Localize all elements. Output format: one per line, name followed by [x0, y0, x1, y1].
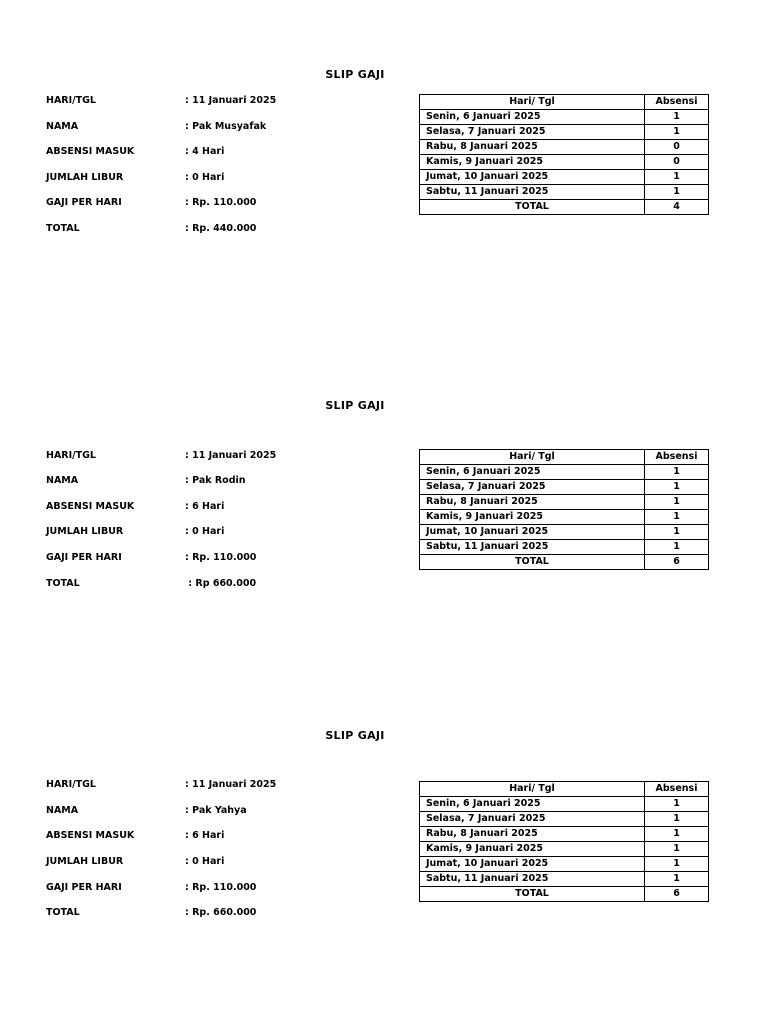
header-day: Hari/ Tgl [420, 95, 645, 110]
field-value-name: : Pak Yahya [185, 805, 247, 816]
row-day: Selasa, 7 Januari 2025 [420, 480, 645, 495]
field-value-total: : Rp. 440.000 [185, 223, 257, 234]
field-label-total: TOTAL [46, 578, 80, 589]
field-label-attendance: ABSENSI MASUK [46, 146, 135, 157]
row-value: 1 [645, 525, 709, 540]
attendance-table [419, 94, 709, 215]
row-value: 1 [645, 495, 709, 510]
field-label-daily-wage: GAJI PER HARI [46, 882, 122, 893]
field-label-daily-wage: GAJI PER HARI [46, 197, 122, 208]
field-label-total: TOTAL [46, 907, 80, 918]
header-day: Hari/ Tgl [420, 450, 645, 465]
table-row [420, 525, 709, 540]
row-value: 1 [645, 170, 709, 185]
row-day: Rabu, 8 Januari 2025 [420, 827, 645, 842]
row-day: Kamis, 9 Januari 2025 [420, 842, 645, 857]
row-value: 1 [645, 827, 709, 842]
row-value: 1 [645, 812, 709, 827]
table-row [420, 170, 709, 185]
field-value-daily-wage: : Rp. 110.000 [185, 552, 257, 563]
row-day: Jumat, 10 Januari 2025 [420, 857, 645, 872]
slip-title: SLIP GAJI [325, 68, 385, 81]
slip-title: SLIP GAJI [325, 399, 385, 412]
row-value: 1 [645, 480, 709, 495]
table-total-row [420, 887, 709, 902]
field-value-holidays: : 0 Hari [185, 856, 225, 867]
field-value-date: : 11 Januari 2025 [185, 95, 277, 106]
row-day: Senin, 6 Januari 2025 [420, 110, 645, 125]
field-value-date: : 11 Januari 2025 [185, 779, 277, 790]
table-header-row [420, 782, 709, 797]
field-label-name: NAMA [46, 805, 79, 816]
field-value-total: : Rp. 660.000 [185, 907, 257, 918]
table-row [420, 797, 709, 812]
table-row [420, 872, 709, 887]
row-value: 1 [645, 797, 709, 812]
field-label-attendance: ABSENSI MASUK [46, 830, 135, 841]
header-attendance: Absensi [645, 95, 709, 110]
row-value: 0 [645, 155, 709, 170]
attendance-table [419, 781, 709, 902]
row-value: 1 [645, 510, 709, 525]
header-attendance: Absensi [645, 450, 709, 465]
field-label-daily-wage: GAJI PER HARI [46, 552, 122, 563]
field-value-date: : 11 Januari 2025 [185, 450, 277, 461]
header-day: Hari/ Tgl [420, 782, 645, 797]
row-day: Selasa, 7 Januari 2025 [420, 125, 645, 140]
table-header-row [420, 95, 709, 110]
field-label-name: NAMA [46, 121, 79, 132]
row-day: Sabtu, 11 Januari 2025 [420, 872, 645, 887]
field-value-total: : Rp 660.000 [185, 578, 257, 589]
field-label-holidays: JUMLAH LIBUR [46, 526, 124, 537]
table-row [420, 842, 709, 857]
row-value: 0 [645, 140, 709, 155]
field-label-holidays: JUMLAH LIBUR [46, 172, 124, 183]
row-value: 1 [645, 842, 709, 857]
table-total-row [420, 555, 709, 570]
total-label: TOTAL [420, 887, 645, 902]
table-row [420, 110, 709, 125]
field-label-total: TOTAL [46, 223, 80, 234]
total-value: 6 [645, 887, 709, 902]
table-row [420, 495, 709, 510]
row-value: 1 [645, 125, 709, 140]
total-label: TOTAL [420, 555, 645, 570]
field-value-daily-wage: : Rp. 110.000 [185, 882, 257, 893]
table-row [420, 857, 709, 872]
table-row [420, 480, 709, 495]
row-day: Rabu, 8 Januari 2025 [420, 495, 645, 510]
table-row [420, 827, 709, 842]
table-row [420, 812, 709, 827]
table-row [420, 510, 709, 525]
field-label-name: NAMA [46, 475, 79, 486]
table-total-row [420, 200, 709, 215]
row-day: Kamis, 9 Januari 2025 [420, 510, 645, 525]
row-day: Senin, 6 Januari 2025 [420, 465, 645, 480]
row-day: Sabtu, 11 Januari 2025 [420, 185, 645, 200]
field-value-holidays: : 0 Hari [185, 172, 225, 183]
field-value-holidays: : 0 Hari [185, 526, 225, 537]
attendance-table [419, 449, 709, 570]
row-value: 1 [645, 857, 709, 872]
total-value: 6 [645, 555, 709, 570]
row-day: Kamis, 9 Januari 2025 [420, 155, 645, 170]
total-value: 4 [645, 200, 709, 215]
field-value-attendance: : 4 Hari [185, 146, 225, 157]
row-day: Selasa, 7 Januari 2025 [420, 812, 645, 827]
table-row [420, 540, 709, 555]
table-row [420, 140, 709, 155]
row-day: Senin, 6 Januari 2025 [420, 797, 645, 812]
row-value: 1 [645, 110, 709, 125]
field-label-date: HARI/TGL [46, 779, 96, 790]
header-attendance: Absensi [645, 782, 709, 797]
row-day: Jumat, 10 Januari 2025 [420, 170, 645, 185]
row-day: Rabu, 8 Januari 2025 [420, 140, 645, 155]
table-row [420, 465, 709, 480]
table-row [420, 185, 709, 200]
field-label-attendance: ABSENSI MASUK [46, 501, 135, 512]
field-label-date: HARI/TGL [46, 450, 96, 461]
field-value-attendance: : 6 Hari [185, 830, 225, 841]
field-value-attendance: : 6 Hari [185, 501, 225, 512]
row-day: Jumat, 10 Januari 2025 [420, 525, 645, 540]
row-value: 1 [645, 540, 709, 555]
field-value-daily-wage: : Rp. 110.000 [185, 197, 257, 208]
total-label: TOTAL [420, 200, 645, 215]
slip-title: SLIP GAJI [325, 729, 385, 742]
field-label-date: HARI/TGL [46, 95, 96, 106]
row-value: 1 [645, 872, 709, 887]
row-value: 1 [645, 465, 709, 480]
table-row [420, 125, 709, 140]
row-value: 1 [645, 185, 709, 200]
row-day: Sabtu, 11 Januari 2025 [420, 540, 645, 555]
table-row [420, 155, 709, 170]
table-header-row [420, 450, 709, 465]
field-value-name: : Pak Rodin [185, 475, 246, 486]
field-value-name: : Pak Musyafak [185, 121, 267, 132]
field-label-holidays: JUMLAH LIBUR [46, 856, 124, 867]
